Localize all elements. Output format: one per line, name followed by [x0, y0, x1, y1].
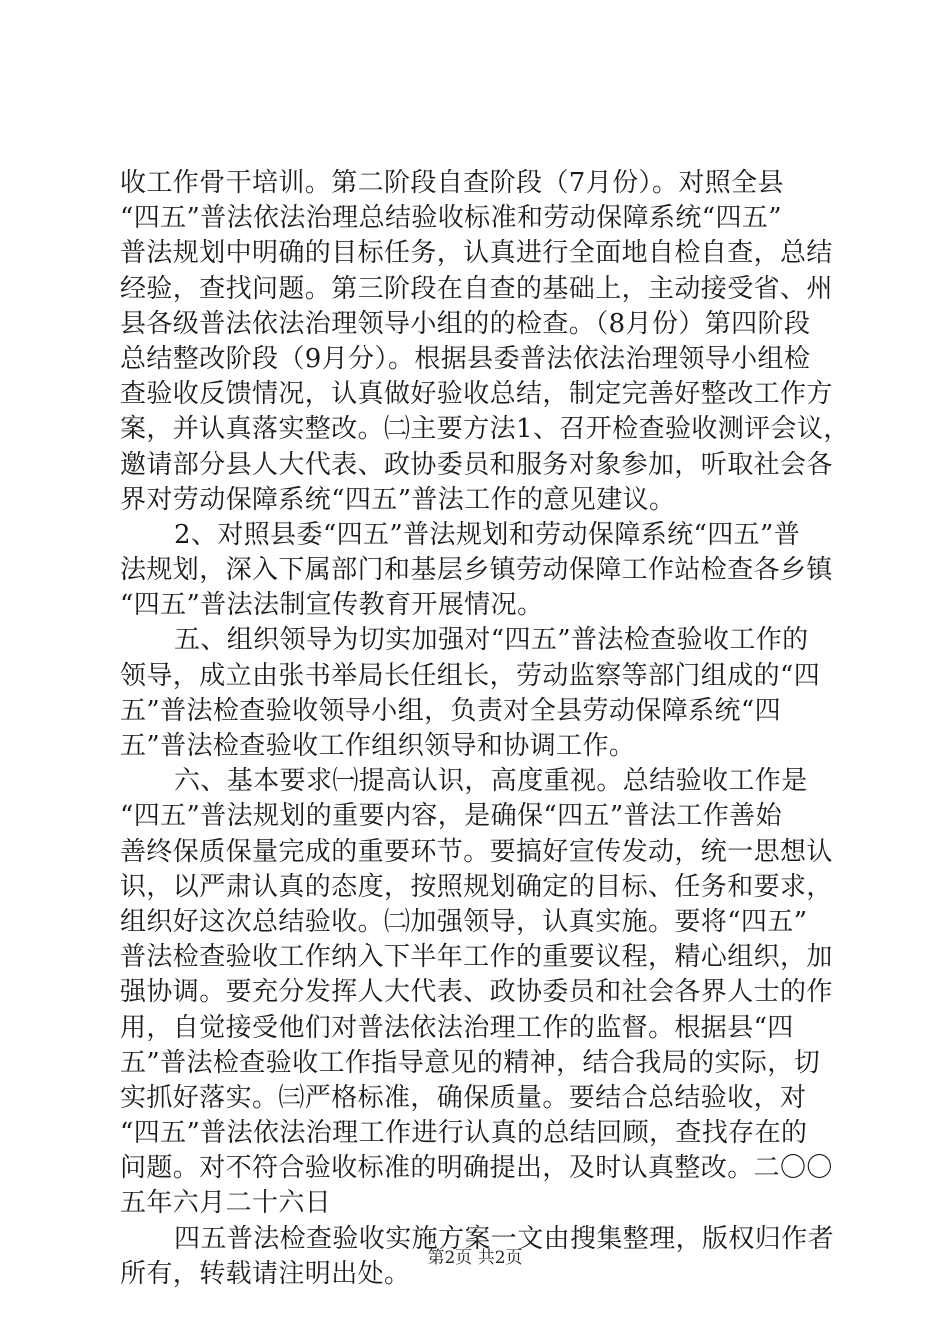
text-line: 普法检查验收工作纳入下半年工作的重要议程，精心组织，加: [120, 942, 833, 973]
paragraph-start-line: 2、对照县委“四五”普法规划和劳动保障系统“四五”普: [174, 519, 801, 550]
text-line: 法规划，深入下属部门和基层乡镇劳动保障工作站检查各乡镇: [120, 555, 833, 586]
text-line: 问题。对不符合验收标准的明确提出，及时认真整改。二〇〇: [120, 1153, 833, 1184]
text-line: 五”普法检查验收领导小组，负责对全县劳动保障系统“四: [120, 695, 781, 726]
text-line: 用，自觉接受他们对普法依法治理工作的监督。根据县“四: [120, 1012, 794, 1043]
text-line: 组织好这次总结验收。㈡加强领导，认真实施。要将“四五”: [120, 906, 808, 937]
text-line: 实抓好落实。㈢严格标准，确保质量。要结合总结验收，对: [120, 1082, 807, 1113]
text-line: “四五”普法规划的重要内容，是确保“四五”普法工作善始: [120, 801, 782, 832]
text-line: 五”普法检查验收工作指导意见的精神，结合我局的实际，切: [120, 1047, 821, 1078]
text-line: 收工作骨干培训。第二阶段自查阶段（7月份）。对照全县: [120, 168, 784, 198]
text-line: 领导，成立由张书举局长任组长，劳动监察等部门组成的“四: [120, 660, 821, 691]
text-line: 查验收反馈情况，认真做好验收总结，制定完善好整改工作方: [120, 379, 833, 410]
text-line: 界对劳动保障系统“四五”普法工作的意见建议。: [120, 484, 676, 515]
text-line: 五年六月二十六日: [120, 1188, 332, 1219]
text-line: 识，以严肃认真的态度，按照规划确定的目标、任务和要求，: [120, 871, 833, 902]
text-line: “四五”普法依法治理工作进行认真的总结回顾，查找存在的: [120, 1118, 808, 1149]
paragraph-start-line: 五、组织领导为切实加强对“四五”普法检查验收工作的: [174, 625, 809, 656]
text-line: 经验，查找问题。第三阶段在自查的基础上，主动接受省、州: [120, 273, 833, 304]
text-line: 普法规划中明确的目标任务，认真进行全面地自检自查，总结: [120, 238, 833, 269]
page-number-footer: 第2页 共2页: [427, 1248, 523, 1268]
text-line: “四五”普法法制宣传教育开展情况。: [120, 590, 544, 621]
text-line: 邀请部分县人大代表、政协委员和服务对象参加，听取社会各: [120, 449, 833, 480]
text-line: 县各级普法依法治理领导小组的的检查。（8月份）第四阶段: [120, 308, 811, 339]
text-line: 所有，转载请注明出处。: [120, 1258, 411, 1289]
text-line: 强协调。要充分发挥人大代表、政协委员和社会各界人士的作: [120, 977, 833, 1008]
text-line: “四五”普法依法治理总结验收标准和劳动保障系统“四五”: [120, 203, 782, 234]
text-line: 善终保质保量完成的重要环节。要搞好宣传发动，统一思想认: [120, 836, 833, 867]
text-line: 总结整改阶段（9月分）。根据县委普法依法治理领导小组检: [120, 343, 811, 374]
text-line: 案，并认真落实整改。㈡主要方法1、召开检查验收测评会议，: [120, 414, 850, 445]
paragraph-start-line: 六、基本要求㈠提高认识，高度重视。总结验收工作是: [174, 766, 808, 797]
text-line: 五”普法检查验收工作组织领导和协调工作。: [120, 731, 636, 761]
paragraph-start-line: 四五普法检查验收实施方案一文由搜集整理，版权归作者: [174, 1223, 835, 1254]
document-body: [120, 166, 850, 1292]
